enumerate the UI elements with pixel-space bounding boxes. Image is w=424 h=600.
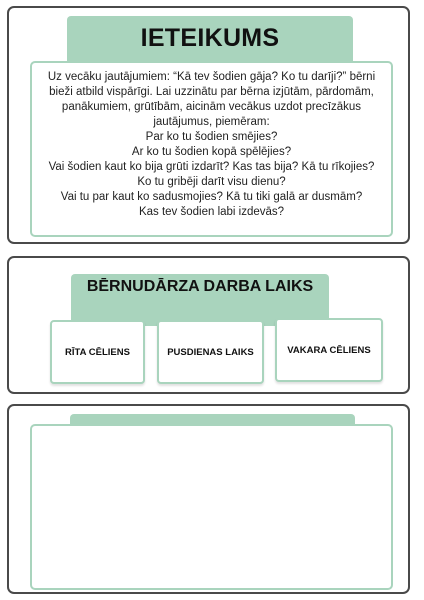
schedule-slot-evening: VAKARA CĒLIENS bbox=[275, 318, 383, 382]
blank-panel bbox=[7, 404, 410, 594]
blank-content-box bbox=[30, 424, 393, 590]
question-item: Kas tev šodien labi izdevās? bbox=[138, 206, 285, 218]
tips-text-box bbox=[30, 61, 393, 237]
schedule-title: BĒRNUDĀRZA DARBA LAIKS bbox=[86, 278, 314, 295]
question-item: Vai šodien kaut ko bija grūti izdarīt? Kas tas bija? Kā tu rīkojies? bbox=[48, 161, 375, 173]
question-item: Ar ko tu šodien kopā spēlējies? bbox=[131, 146, 292, 158]
tips-panel bbox=[7, 6, 410, 244]
question-item: Vai tu par kaut ko sadusmojies? Kā tu tiki galā ar dusmām? bbox=[60, 191, 363, 203]
tips-title: IETEIKUMS bbox=[140, 24, 280, 52]
question-item: Par ko tu šodien smējies? bbox=[145, 131, 278, 143]
schedule-slot-morning: RĪTA CĒLIENS bbox=[50, 320, 145, 384]
schedule-slot-lunch: PUSDIENAS LAIKS bbox=[157, 320, 264, 384]
tips-intro: Uz vecāku jautājumiem: “Kā tev šodien gāja? Ko tu darīji?” bērni bieži atbild vispārīgi. Lai uzzinātu par bērna izjūtām, pārdomām, panākumiem, grūtībām, aicinām vecākus uzdot precīzākus jautājumus, piemēram: bbox=[47, 71, 376, 128]
schedule-panel bbox=[7, 256, 410, 394]
question-item: Ko tu gribēji darīt visu dienu? bbox=[137, 176, 286, 188]
